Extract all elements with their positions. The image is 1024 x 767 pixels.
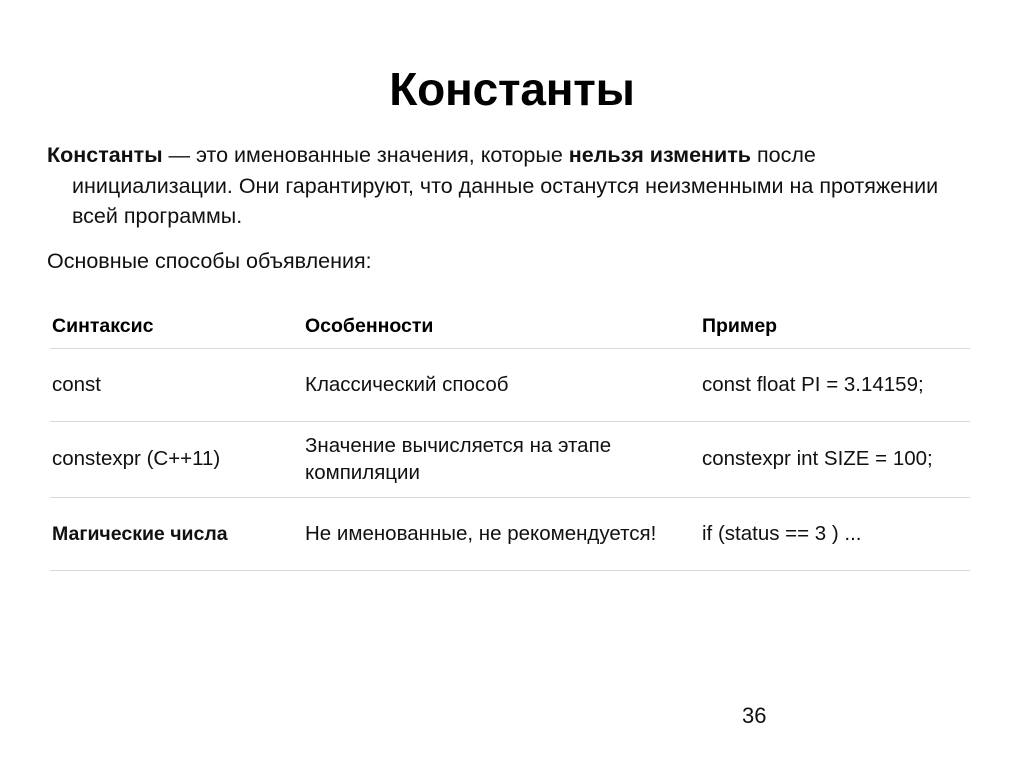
body-text: Основные способы объявления: — [47, 248, 372, 273]
emphasis-text: Константы — [47, 143, 163, 167]
table-row — [50, 422, 970, 498]
page-number: 36 — [742, 703, 767, 728]
cell-feature: Классический способ — [303, 349, 700, 422]
table-row — [50, 498, 970, 571]
column-header-syntax: Синтаксис — [50, 311, 303, 349]
table-body — [50, 349, 970, 571]
table-row — [50, 349, 970, 422]
cell-syntax: constexpr (C++11) — [50, 422, 303, 498]
cell-feature: Значение вычисляется на этапе компиляции — [303, 422, 700, 498]
column-header-features: Особенности — [303, 311, 700, 349]
table-header — [50, 311, 970, 349]
constants-table-container — [50, 311, 970, 571]
paragraph-definition — [47, 140, 977, 232]
cell-example: constexpr int SIZE = 100; — [700, 422, 970, 498]
paragraph-lead-in — [47, 246, 977, 277]
emphasis-text: нельзя изменить — [568, 143, 751, 167]
table-header-row — [50, 311, 970, 349]
body-text-block — [47, 140, 977, 286]
column-header-example: Пример — [700, 311, 970, 349]
cell-syntax: Магические числа — [50, 498, 303, 571]
page-title: Константы — [389, 62, 635, 115]
cell-example: const float PI = 3.14159; — [700, 349, 970, 422]
cell-example: if (status == 3 ) ... — [700, 498, 970, 571]
cell-feature: Не именованные, не рекомендуется! — [303, 498, 700, 571]
cell-syntax: const — [50, 349, 303, 422]
constants-table — [50, 311, 970, 571]
body-text: — это именованные значения, которые — [162, 143, 569, 167]
body-text: после инициализации. Они гарантируют, что данные останутся неизменными на протяжении всей программы. — [72, 143, 939, 229]
